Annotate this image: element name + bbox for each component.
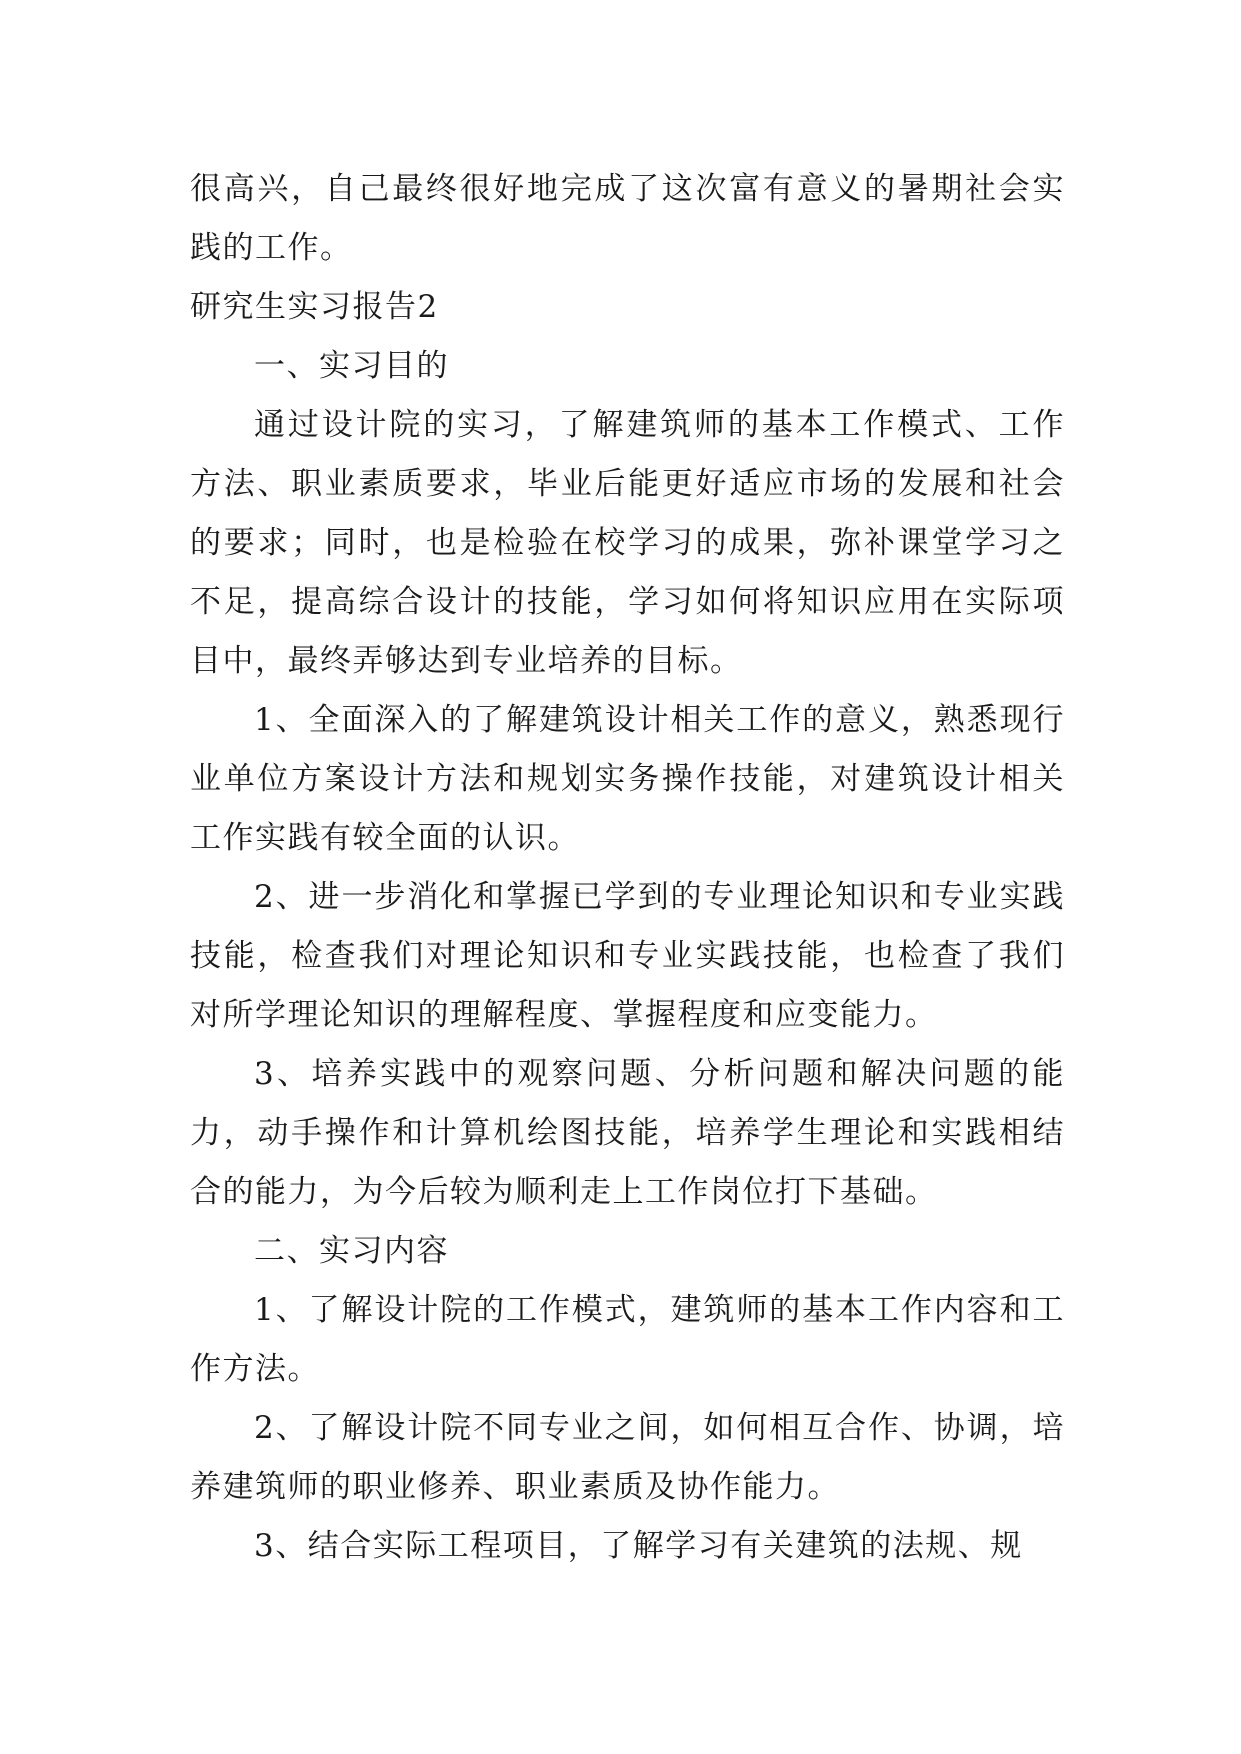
report-title: 研究生实习报告2 xyxy=(190,289,439,325)
paragraph-closing: 很高兴，自己最终很好地完成了这次富有意义的暑期社会实践的工作。 xyxy=(190,171,1065,266)
list-item-purpose-2: 2、进一步消化和掌握已学到的专业理论知识和专业实践技能，检查我们对理论知识和专业实践技能，也检查了我们对所学理论知识的理解程度、掌握程度和应变能力。 xyxy=(190,879,1065,1033)
list-item-purpose-3: 3、培养实践中的观察问题、分析问题和解决问题的能力，动手操作和计算机绘图技能，培养学生理论和实践相结合的能力，为今后较为顺利走上工作岗位打下基础。 xyxy=(190,1056,1065,1210)
list-item-purpose-1: 1、全面深入的了解建筑设计相关工作的意义，熟悉现行业单位方案设计方法和规划实务操作技能，对建筑设计相关工作实践有较全面的认识。 xyxy=(190,702,1065,856)
list-item-content-3: 3、结合实际工程项目，了解学习有关建筑的法规、规 xyxy=(254,1528,1023,1564)
paragraph-purpose: 通过设计院的实习，了解建筑师的基本工作模式、工作方法、职业素质要求，毕业后能更好适应市场的发展和社会的要求；同时，也是检验在校学习的成果，弥补课堂学习之不足，提高综合设计的技能，学习如何将知识应用在实际项目中，最终弄够达到专业培养的目标。 xyxy=(190,407,1065,679)
document-body xyxy=(190,160,1065,1576)
list-item-content-2: 2、了解设计院不同专业之间，如何相互合作、协调，培养建筑师的职业修养、职业素质及协作能力。 xyxy=(190,1410,1065,1505)
section-heading-purpose: 一、实习目的 xyxy=(254,348,449,384)
list-item-content-1: 1、了解设计院的工作模式，建筑师的基本工作内容和工作方法。 xyxy=(190,1292,1065,1387)
section-heading-content: 二、实习内容 xyxy=(254,1233,449,1269)
